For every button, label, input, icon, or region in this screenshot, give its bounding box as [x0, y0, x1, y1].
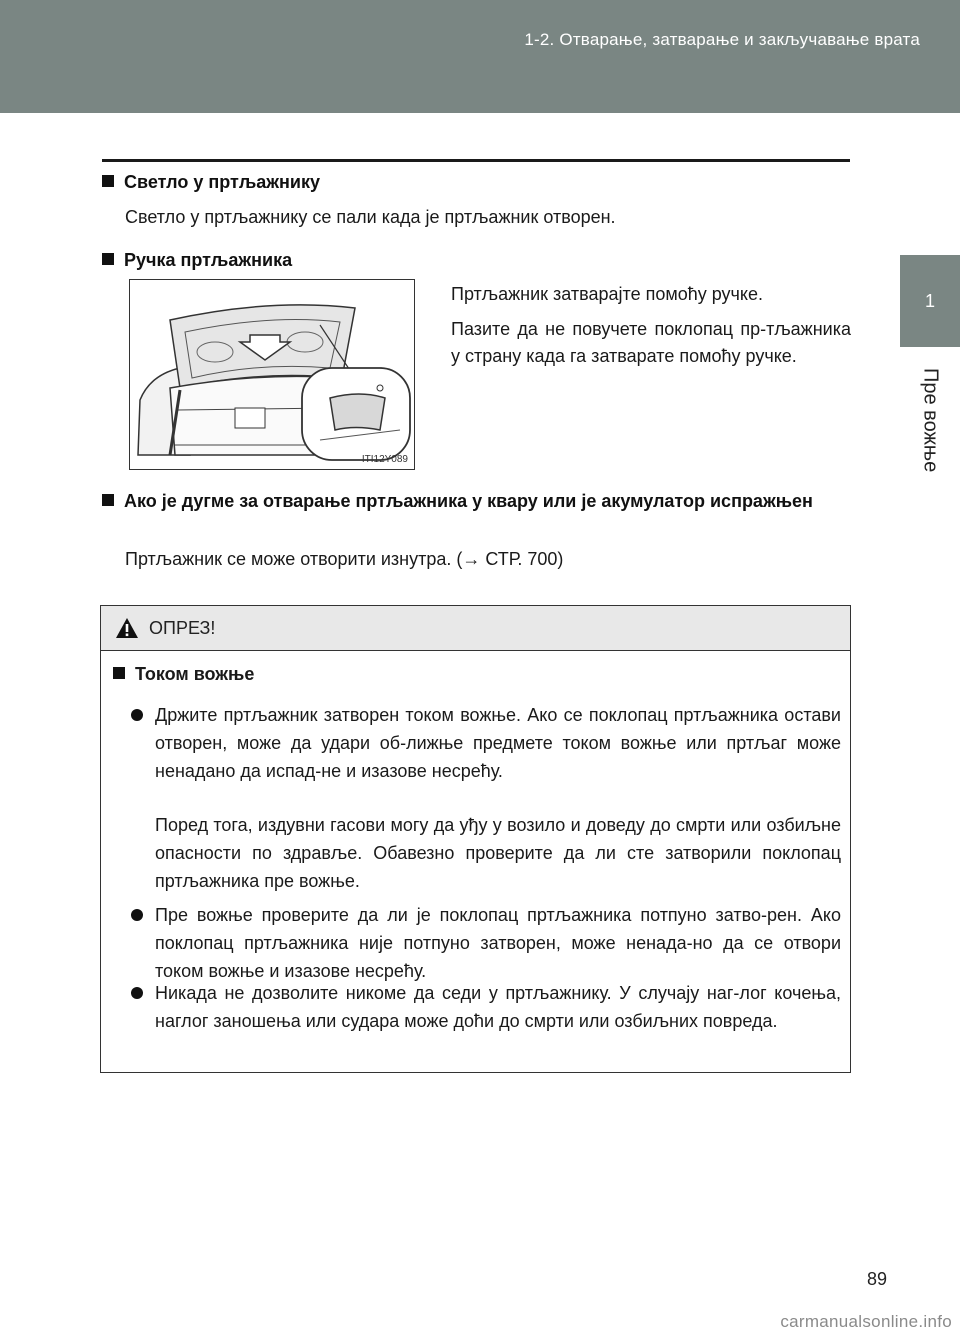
caution-bullet-1-p1: Држите пртљажник затворен током вожње. Ако се поклопац пртљажника остави отворен, може да удари об-лижње предмете током вожње или пртљаг може ненадано да испад-не и изазове несрећу. — [155, 705, 841, 781]
battery-heading: Ако је дугме за отварање пртљажника у квару или је акумулатор испражњен — [102, 487, 850, 515]
bullet-icon — [131, 987, 143, 999]
caution-subheading: Током вожње — [113, 664, 254, 685]
handle-text-1: Пртљажник затварајте помоћу ручке. — [451, 284, 764, 304]
page-header — [0, 0, 960, 113]
watermark: carmanualsonline.info — [780, 1312, 952, 1331]
square-bullet-icon — [102, 175, 114, 187]
caution-box — [100, 605, 851, 1073]
chapter-tab: 1 — [900, 255, 960, 347]
caution-bullet-2: Пре вожње проверите да ли је поклопац пртљажника потпуно затво-рен. Ако поклопац пртљажника није потпуно затворен, може ненада-но да се отвори током вожње и изазове несрећу. — [155, 905, 841, 981]
top-rule — [102, 159, 850, 162]
page-number: 89 — [866, 1269, 887, 1289]
caution-bullet-3: Никада не дозволите никоме да седи у пртљажнику. У случају наг-лог кочења, наглог заношења или судара може доћи до смрти или озбиљних повреда. — [155, 983, 841, 1031]
figure-code: ITI12Y089 — [361, 454, 408, 465]
bullet-icon — [131, 709, 143, 721]
handle-heading: Ручка пртљажника — [102, 250, 292, 271]
bullet-icon — [131, 909, 143, 921]
light-text: Светло у пртљажнику се пали када је пртљажник отворен. — [125, 207, 616, 227]
chapter-label: Пре вожње — [919, 367, 942, 473]
caution-header — [101, 606, 850, 651]
trunk-handle-figure — [129, 279, 415, 470]
square-bullet-icon — [102, 494, 114, 506]
square-bullet-icon — [113, 667, 125, 679]
square-bullet-icon — [102, 253, 114, 265]
light-heading: Светло у пртљажнику — [102, 172, 320, 193]
caution-bullet-1-p2: Поред тога, издувни гасови могу да уђу у возило и доведу до смрти или озбиљне опасности по здравље. Обавезно проверите да ли сте затворили поклопац пртљажника пре вожње. — [155, 815, 841, 891]
battery-text: Пртљажник се може отворити изнутра. (→ СТР. 700) — [125, 549, 564, 569]
handle-text-2: Пазите да не повучете поклопац пр-тљажника у страну када га затварате помоћу ручке. — [451, 319, 851, 366]
section-title: 1-2. Отварање, затварање и закључавање врата — [524, 30, 920, 49]
warning-icon — [115, 617, 139, 639]
caution-title: ОПРЕЗ! — [149, 617, 216, 638]
trunk-illustration-icon — [130, 280, 413, 468]
